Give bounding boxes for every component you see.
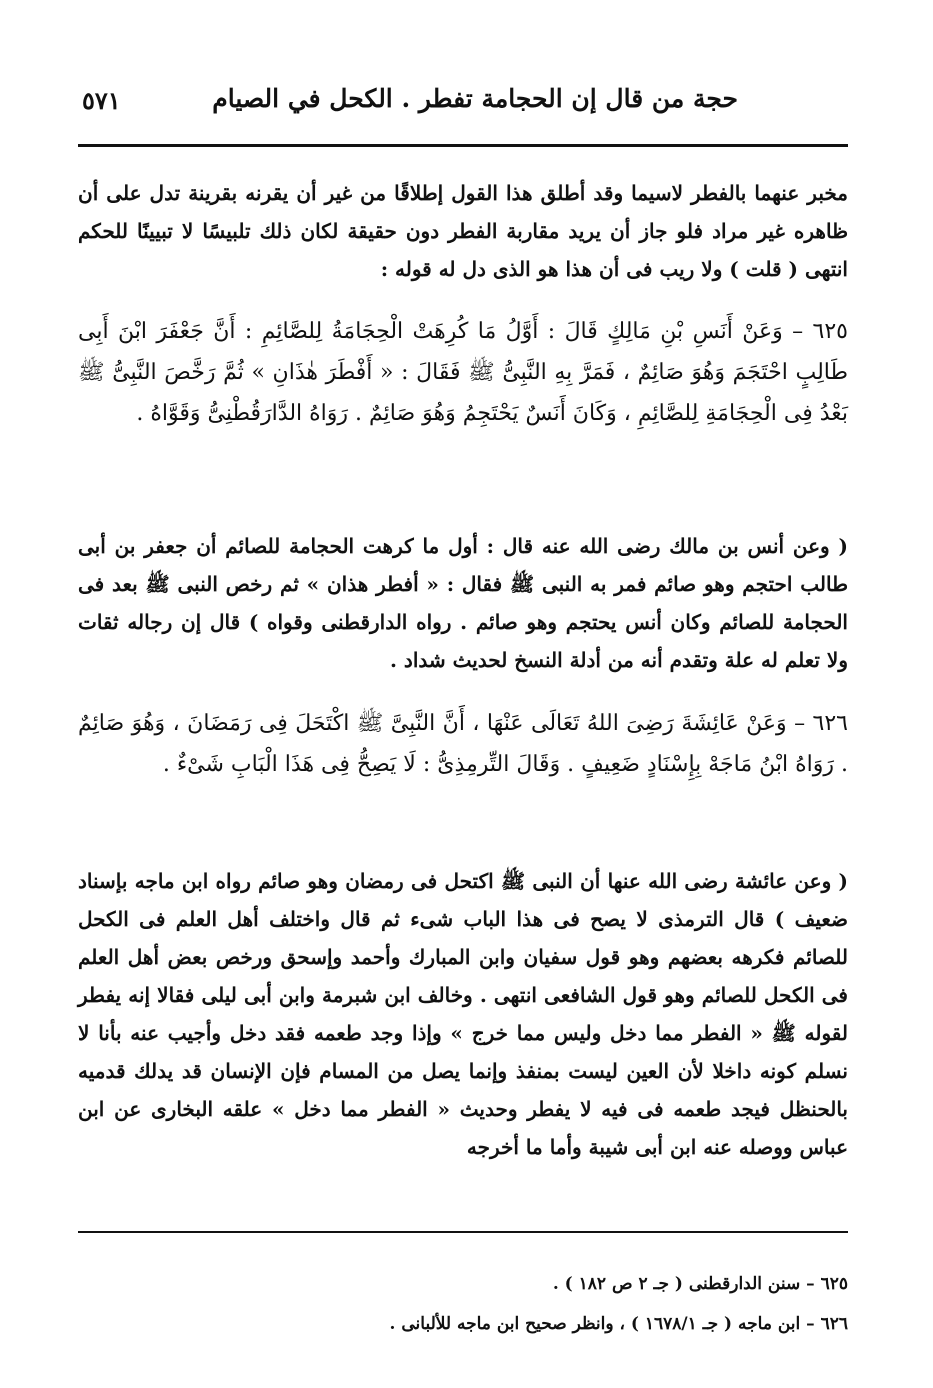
footnote-625: ٦٢٥ – سنن الدارقطنى ( جـ ٢ ص ١٨٢ ) . bbox=[552, 1274, 848, 1294]
hadith-626-text: ٦٢٦ – وَعَنْ عَائِشَةَ رَضِىَ اللهُ تَعَالَى عَنْهَا ، أَنَّ النَّبِىَّ ﷺ اكْتَحَلَ فِى رَمَضَانَ ، وَهُوَ صَائِمٌ . رَوَاهُ ابْنُ مَاجَهْ بِإِسْنَادٍ ضَعِيفٍ . وَقَالَ التِّرمِذِىُّ : لَا يَصِحُّ فِى هَذَا الْبَابِ شَىْءٌ . bbox=[78, 711, 848, 777]
header-divider bbox=[78, 144, 848, 147]
footnotes bbox=[78, 1264, 848, 1344]
running-title: حجة من قال إن الحجامة تفطر . الكحل في الصيام bbox=[212, 84, 738, 113]
page-number: ٥٧١ bbox=[82, 86, 121, 115]
page-header bbox=[78, 80, 848, 128]
hadith-626-commentary: ( وعن عائشة رضى الله عنها أن النبى ﷺ اكتحل فى رمضان وهو صائم رواه ابن ماجه بإسناد ضعيف ) قال الترمذى لا يصح فى هذا الباب شىء ثم قال واختلف أهل العلم فى الكحل للصائم فكرهه بعضهم وهو قول سفيان وابن المبارك وأحمد وإسحق ورخص بعض أهل العلم فى الكحل للصائم وهو قول الشافعى انتهى . وخالف ابن شبرمة وابن أبى ليلى فقالا إنه يفطر لقوله ﷺ « الفطر مما دخل وليس مما خرج » وإذا وجد طعمه فقد دخل وأجيب عنه بأنا لا نسلم كونه داخلا لأن العين ليست بمنفذ وإنما يصل من المسام فإن الإنسان قد يدلك قدميه بالحنظل فيجد طعمه فى فيه لا يفطر وحديث « الفطر مما دخل » علقه البخارى عن ابن عباس ووصله عنه ابن أبى شيبة وأما ما أخرجه bbox=[78, 869, 848, 1159]
book-page bbox=[78, 0, 848, 1388]
footnote-626: ٦٢٦ – ابن ماجه ( جـ ١٦٧٨/١ ) ، وانظر صحيح ابن ماجه للألبانى . bbox=[389, 1314, 848, 1334]
footnote-divider bbox=[78, 1231, 848, 1233]
hadith-625-text: ٦٢٥ – وَعَنْ أَنَسِ بْنِ مَالِكٍ قَالَ : أَوَّلُ مَا كُرِهَتْ الْحِجَامَةُ لِلصَّائِمِ : أَنَّ جَعْفَرَ ابْنَ أَبِى طَالِبٍ احْتَجَمَ وَهُوَ صَائِمٌ ، فَمَرَّ بِهِ النَّبِىُّ ﷺ فَقَالَ : « أَفْطَرَ هٰذَانِ » ثُمَّ رَخَّصَ النَّبِىُّ ﷺ بَعْدُ فِى الْحِجَامَةِ لِلصَّائِمِ ، وَكَانَ أَنَسٌ يَحْتَجِمُ وَهُوَ صَائِمٌ . رَوَاهُ الدَّارَقُطْنِىُّ وَقَوَّاهُ . bbox=[78, 319, 848, 426]
hadith-625-commentary: ( وعن أنس بن مالك رضى الله عنه قال : أول ما كرهت الحجامة للصائم أن جعفر بن أبى طالب احتجم وهو صائم فمر به النبى ﷺ فقال : « أفطر هذان » ثم رخص النبى ﷺ بعد فى الحجامة للصائم وكان أنس يحتجم وهو صائم . رواه الدارقطنى وقواه ) قال إن رجاله ثقات ولا تعلم له علة وتقدم أنه من أدلة النسخ لحديث شداد . bbox=[78, 534, 848, 672]
commentary-paragraph: مخبر عنهما بالفطر لاسيما وقد أطلق هذا القول إطلاقًا من غير أن يقرنه بقرينة تدل على أن ظاهره غير مراد فلو جاز أن يريد مقاربة الفطر دون حقيقة لكان ذلك تلبيسًا لا تبيينًا للحكم انتهى ( قلت ) ولا ريب فى أن هذا هو الذى دل له قوله : bbox=[78, 181, 848, 281]
